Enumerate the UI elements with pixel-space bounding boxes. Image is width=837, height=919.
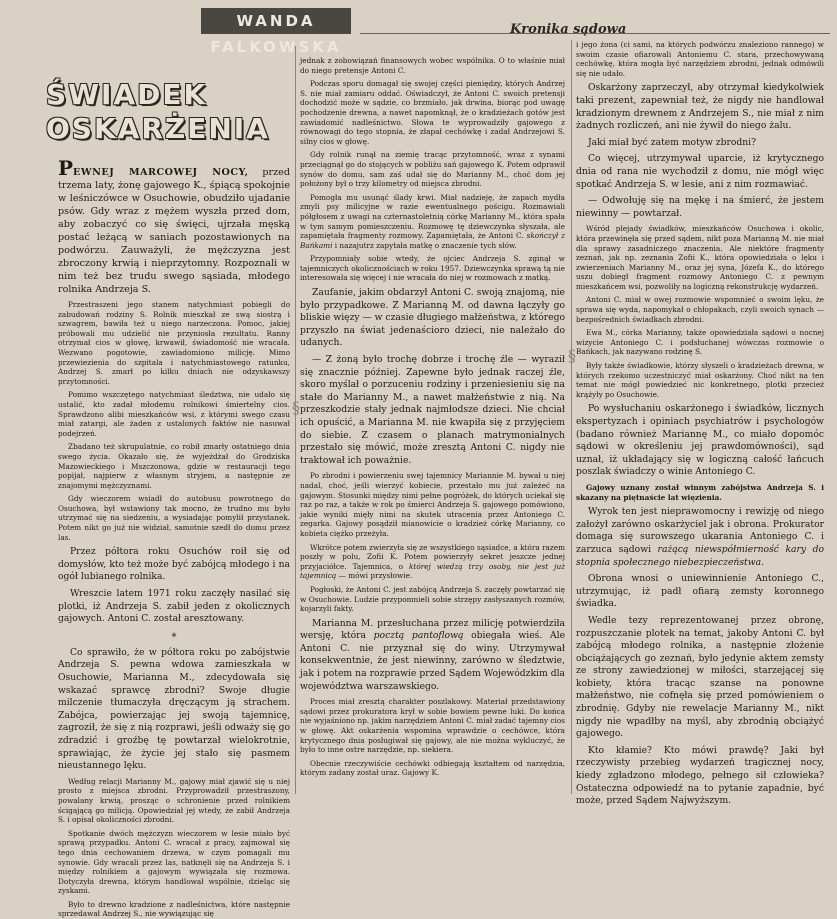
paragraph: Po zbrodni i powierzeniu swej tajemnicy Mariannie M. bywał u niej nadal, choć, jeśli wierzyć kobiecie, przestało mu już zależeć na gajowym. Stosunki między nimi pełne pogróżek, do których uciekał się raz po raz, a także w rok po śmierci Andrzeja S. gajowego pomówiono, jakie wyniki mięły nimi na skutek utracenia przez Antoniego C. zegarka. Gajowy posądził mianowicie o kradzież córkę Marianny, co kobieta ciężko przeżyła.: [300, 471, 565, 538]
paragraph: Przestraszeni jego stanem natychmiast pobiegli do zabudowań rodziny S. Rolnik mieszkał ze swą siostrą i szwagrem, bawiła też u niego narzeczona. Pomoc, jakiej próbowali mu udzielić nie przyniosła rezultatu. Ranny otrzymał cios w głowę, krwawił, świadomość nie wracała. Wezwano pogotowie, zawiadomiono milicję. Mimo przewiezienia do szpitala i natychmiastowego ratunku, Andrzej S. zmarł po kilku dniach nie odzyskawszy przytomności.: [58, 300, 290, 386]
paragraph: Co więcej, utrzymywał uparcie, iż krytycznego dnia od rana nie wychodził z domu, nie mógł więc spotkać Andrzeja S. w lesie, ani z nim rozmawiać.: [576, 153, 824, 190]
italic-phrase: skończył z Bańkami: [300, 231, 566, 250]
paragraph: Przez półtora roku Osuchów roił się od domysłów, kto też może być zabójcą młodego i na ogół lubianego rolnika.: [58, 546, 290, 583]
lead-caps: EWNEJ MARCOWEJ NOCY,: [73, 167, 249, 178]
paragraph: Były także świadkowie, którzy słyszeli o kradzieżach drewna, w których rzekomo uczestniczyć miał oskarżony. Choć nikt na ten temat nie mógł powiedzieć nic konkretnego, plotki przecież krążyły po Osuchowie.: [576, 361, 824, 399]
article-column-3: [576, 40, 825, 807]
column-divider: [571, 40, 572, 794]
author-byline: WANDA FALKOWSKA: [201, 8, 351, 34]
paragraph: — Odwołuję się na mękę i na śmierć, że jestem niewinny — powtarzał.: [576, 195, 824, 219]
text: obiegała wieś. Ale Antoni C. nie przyznał się do winy. Utrzymywał konsekwentnie, że jest niewinny, zarówno w śledztwie, jak i potem na rozprawie przed Sądem Wojewódzkim dla województwa warszawskiego.: [300, 630, 565, 692]
article-title: ŚWIADEK OSKARŻENIA: [46, 78, 270, 145]
paragraph: Zbadano też skrupulatnie, co robił zmarły ostatniego dnia swego życia. Okazało się, że wyjeżdżał do Grodziska Mazowieckiego i Mszczonowa, gdzie w restauracji tego popijał, najpierw z własnym stryjem, a następnie ze znajomymi mężczyznami.: [58, 442, 290, 490]
paragraph: Pomimo wszczętego natychmiast śledztwa, nie udało się ustalić, kto zadał młodemu rolnikowi śmiertelny cios. Sprawdzono alibi mieszkańców wsi, z którymi swego czasu miał zatargi, ale żaden z ustalonych faktów nie nasuwał podejrzeń.: [58, 390, 290, 438]
section-mark-icon: §: [292, 398, 300, 417]
drop-cap: P: [58, 156, 74, 180]
paragraph: Wreszcie latem 1971 roku zaczęły nasilać się plotki, iż Andrzeja S. zabił jeden z okolicznych gajowych. Antoni C. został aresztowany.: [58, 588, 290, 625]
italic-phrase: której wiedzą trzy osoby, nie jest już tajemnicą: [300, 561, 565, 581]
text: Wkrótce potem zwierzyła się ze wszystkiego sąsiadce, a która razem poszły w polu, Zofii K. Potem powierzyły sekret jeszcze jednej przyjaciółce. Tajemnica, o: [300, 542, 565, 571]
text: i nazajutrz zapytała matkę o znaczenie tych słów.: [332, 240, 517, 250]
article-column-1: [58, 156, 290, 919]
section-mark-icon: §: [568, 346, 576, 365]
paragraph: Kto kłamie? Kto mówi prawdę? Jaki był rzeczywisty przebieg wydarzeń tragicznej nocy, kiedy zgładzono młodego, pełnego sił człowieka? Ostateczna odpowiedź na to pytanie zapadnie, być może, przed Sądem Najwyższym.: [576, 744, 824, 807]
lead-paragraph: [58, 156, 290, 296]
paragraph: Antoni C. miał w owej rozmowie wspomnieć o swoim lęku, że sprawa się wyda, napomykał o chłopakach, czyli swoich synach — bezpośrednich świadkach zbrodni.: [576, 295, 824, 324]
paragraph: Pogłoski, że Antoni C. jest zabójcą Andrzeja S. zaczęły powtarzać się w Osuchowie. Ludzie przypomnieli sobie strzępy zasłyszanych rozmów, kojarzyli fakty.: [300, 584, 565, 614]
paragraph: Co sprawiło, że w półtora roku po zabójstwie Andrzeja S. pewna wdowa zamieszkała w Osuchowie, Marianna M., zdecydowała się wskazać sprawcę zbrodni? Swoje długie milczenie tłumaczyła dręczącym ją strachem. Zabójca, powierzając jej swoją tajemnicę, zagroził, że się z nią rozprawi, jeśli odważy się go zdradzić i groźbę tę powtarzał wielokrotnie, sprawiając, że życie jej stało się pasmem nieustannego lęku.: [58, 646, 290, 772]
lead-text: przed trzema laty, żonę gajowego K., śpiącą spokojnie w leśniczówce w Osuchowie, obudziło ujadanie psów. Gdy wraz z mężem wyszła przed dom, aby zobaczyć co się święci, ujrzała męską postać leżącą w saniach pozostawionych na podwórzu. Zauważyli, że mężczyzna jest zbroczony krwią i nieprzytomny. Rozpoznali w nim też bez trudu swego sąsiada, młodego rolnika Andrzeja S.: [58, 167, 290, 295]
verdict-paragraph: Gajowy uznany został winnym zabójstwa Andrzeja S. i skazany na piętnaście lat więzienia.: [576, 482, 824, 502]
paragraph: Ewa M., córka Marianny, także opowiedziała sądowi o nocnej wizycie Antoniego C. i podsłuchanej wówczas rozmowie o Bańkach, jak nazywano rodzinę S.: [576, 328, 824, 357]
paragraph: Gdy wieczorem wsiadł do autobusu powrotnego do Osuchowa, był wstawiony tak mocno, że trudno mu było utrzymać się na siedzeniu, a wysiadając pomylił przystanek. Potem nikt go już nie widział, samotnie szedł do domu przez las.: [58, 494, 290, 542]
paragraph: Po wysłuchaniu oskarżonego i świadków, licznych ekspertyzach i opiniach psychiatrów i psychologów (badano również Mariannę M., co miało dopomóc sądowi w określeniu jej prawdomówności), sąd uznał, iż układający się w logiczną całość łańcuch poszlak świadczy o winie Antoniego C.: [576, 403, 824, 478]
paragraph: [300, 543, 565, 581]
article-column-2: [300, 56, 565, 797]
text: Marianna M. przesłuchana przez milicję potwierdziła wersję, która: [300, 617, 565, 642]
paragraph: Oskarżony zaprzeczył, aby otrzymał kiedykolwiek taki prezent, zapewniał też, że nigdy nie handlował kradzionym drewnem z Andrzejem S., nie miał z nim żadnych rozliczeń, ani nie żywił do niego żalu.: [576, 82, 824, 132]
text: Wyrok ten jest nieprawomocny i rewizję od niego założył zarówno oskarżyciel jak i obrona. Prokurator domaga się surowszego ukarania Antoniego C. i zarzuca sądowi: [576, 506, 824, 555]
paragraph: i jego żona (ci sami, na których podwórzu znaleziono rannego) w swoim czasie ofiarowali Antoniemu C. stara, przechowywaną cechówkę, która mogła być narzędziem zbrodni, jednak odmówili się nie udało.: [576, 40, 824, 78]
paragraph: Wedle tezy reprezentowanej przez obronę, rozpuszczanie plotek na temat, jakoby Antoni C. był zabójcą młodego rolnika, a następnie złożenie obciążających go zeznań, było jedynie aktem zemsty ze strony zawiedzionej w miłości, starzejącej się kobiety, która tracąc szanse na ponowne małżeństwo, nie cofnęła się przed pomówieniem o zbrodnię. Gdyby nie rewelacje Marianny M., nikt nigdy nie wpadłby na myśl, aby zbrodnią obciążyć gajowego.: [576, 614, 824, 740]
paragraph: Spotkanie dwóch mężczyzn wieczorem w lesie miało być sprawą przypadku. Antoni C. wracał z pracy, zajmował się tego dnia cechowaniem drzewa, w czym pomagali mu synowie. Gdy wracali przez las, natknęli się na Andrzeja S. i między rolnikiem a gajowym wywiązała się rozmowa. Dotyczyła drewna, którym handlował wspólnie, dzieląc się zyskami.: [58, 828, 290, 896]
paragraph: Proces miał zresztą charakter poszlakowy. Materiał przedstawiony sądowi przez prokuratora krył w sobie bowiem pewne luki. Do końca nie wyjaśniono np. jakim narzędziem Antoni C. miał zadać tajemny cios w głowę. Akt oskarżenia wspomina wprawdzie o cechówce, która krytycznego dnia posługiwał się gajowy, ale nie można wykluczyć, że było to inne ostre narzędzie, np. siekiera.: [300, 697, 565, 755]
paragraph: Obrona wnosi o uniewinnienie Antoniego C., utrzymując, iż padł ofiarą zemsty koronnego świadka.: [576, 573, 824, 610]
text: Pomogła mu usunąć ślady krwi. Miał nadzieję, że zapach mydła zmyli psy milicyjne w razie ewentualnego pościgu. Rozmawiali półgłosem z uwagi na czternastoletnią córkę Marianny M., która spała w tym samym pomieszczeniu. Rozmowę tę dziewczynka słyszała, ale zapamiętała fragmenty rozmowy. Zapamiętała, że Antoni C.: [300, 192, 565, 241]
paragraph: Jaki miał być zatem motyw zbrodni?: [588, 136, 757, 148]
paragraph: Było to drewno kradzione z nadleśnictwa, które następnie sprzedawał Andrzej S., nie wywiązując się: [58, 899, 290, 919]
italic-phrase: pocztą pantoflową: [373, 630, 464, 642]
paragraph: [576, 506, 824, 569]
paragraph: [300, 618, 565, 694]
paragraph: jednak z zobowiązań finansowych wobec wspólnika. O to właśnie miał do niego pretensje Antoni C.: [300, 56, 565, 75]
paragraph: [300, 193, 565, 251]
column-divider: [295, 46, 296, 794]
paragraph: Obecnie rzeczywiście cechówki odbiegają kształtem od narzędzia, którym zadany został uraz. Gajowy K.: [300, 758, 565, 778]
paragraph: — Z żoną było trochę dobrze i trochę źle — wyraził się znacznie później. Zapewne było jednak raczej źle, skoro myślał o porzuceniu rodziny i przeniesieniu się na stałe do Marianny M., a nawet małżeństwie z nią. Na przeszkodzie stały jednak najmłodsze dzieci. Nie chciał ich opuścić, a Marianna M. nie kwapiła się z przyjęciem do siebie. Z czasem o planach matrymonialnych przestało się mówić, może zresztą Antoni C. nigdy nie traktował ich poważnie.: [300, 354, 565, 466]
paragraph: Zaufanie, jakim obdarzył Antoni C. swoją znajomą, nie było przypadkowe. Z Marianną M. od dawna łączyły go bliskie więzy — w czasie długiego małżeństwa, z którego przyszło na świat jedenaścioro dzieci, nie należało do udanych.: [300, 287, 566, 349]
section-break: *: [171, 631, 177, 643]
paragraph: Gdy rolnik runął na ziemię tracąc przytomność, wraz z synami przeciągnął go do stojących w pobliżu sań gajowego K. Potem odprawił synów do domu, sam zaś udał się do Marianny M., choć dom jej położony był o trzy kilometry od miejsca zbrodni.: [300, 150, 565, 189]
paragraph: Według relacji Marianny M., gajowy miał zjawić się u niej prosto z miejsca zbrodni. Przyprowadził przestraszony, powalany krwią, prosząc o schronienie przed rolnikiem ścigającą go milicją. Opowiedział jej wtedy, że zabił Andrzeja S. i opisał okoliczności zbrodni.: [58, 776, 290, 825]
text: — mówi przysłowie.: [336, 571, 413, 581]
italic-phrase: rażącą niewspółmierność kary do stopnia społecznego niebezpieczeństwa.: [576, 543, 825, 568]
paragraph: Podczas sporu domagał się swojej części pieniędzy, których Andrzej S. nie miał zamiaru oddać. Oświadczył, że Antoni C. swoich pretensji dochodzić może w sądzie, co brzmiało, jak drwina, biorąc pod uwagę pochodzenie drewna, a nawet napomknął, że o kradzieżach gotów jest zawiadomić nadleśnictwo. Słowa te wyprowadziły gajowego z równowagi do tego stopnia, że złapał cechówkę i zadał Andrzejowi S. silny cios w głowę.: [300, 79, 565, 146]
section-rubric: Kronika sądowa: [510, 22, 627, 37]
paragraph: Przypomniały sobie wtedy, że ojciec Andrzeja S. zginął w tajemniczych okolicznościach w roku 1957. Dziewczynka sprawą tą nie interesowała się więcej i nie wracała do niej w rozmowach z matką.: [300, 254, 565, 283]
paragraph: Wśród plejady świadków, mieszkańców Osuchowa i okolic, która przewinęła się przed sądem, nikt poza Marianną M. nie miał dla sprawy zasadniczego znaczenia. Ale niektóre fragmenty zeznań, jak np. zeznania Zofii K., która opowiedziała o lęku i zwierzeniach Marianny M., oraz jej syna, Józefa K., do którego uszu dobiegł fragment rozmowy Antoniego C. z pewnym mieszkańcem wsi, pozwoliły na logiczną rekonstrukcję wydarzeń.: [576, 224, 824, 291]
